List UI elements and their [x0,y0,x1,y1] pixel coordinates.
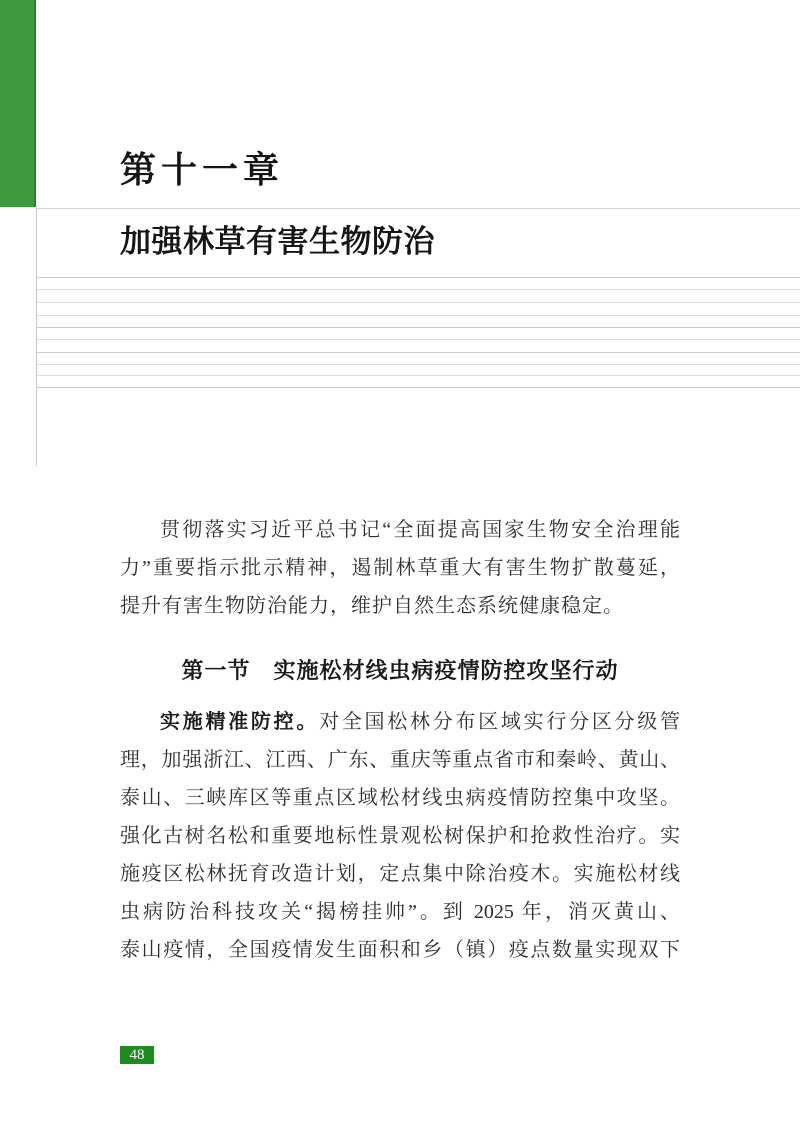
paragraph-lead-bold: 实施精准防控。 [160,711,320,733]
paragraph-line: 力”重要指示批示精神，遏制林草重大有害生物扩散蔓延， [120,557,680,579]
paragraph-line: 虫病防治科技攻关“揭榜挂帅”。到 2025 年，消灭黄山、 [120,901,680,923]
paragraph-line: 泰山疫情，全国疫情发生面积和乡（镇）疫点数量实现双下 [120,939,680,961]
paragraph-line [120,703,680,741]
ruled-line [37,289,800,290]
chapter-accent-bar [0,0,36,207]
paragraph-line: 泰山、三峡库区等重点区域松材线虫病疫情防控集中攻坚。 [120,787,680,809]
header-divider-line [37,208,800,209]
page-number-badge: 48 [120,1046,154,1064]
ruled-line [37,277,800,278]
paragraph-line: 贯彻落实习近平总书记“全面提高国家生物安全治理能 [160,519,680,541]
section-heading: 第一节 实施松材线虫病疫情防控攻坚行动 [181,658,619,683]
ruled-line [37,302,800,303]
ruled-line [37,352,800,353]
body-paragraph-1 [120,511,680,625]
paragraph-line: 施疫区松林抚育改造计划，定点集中除治疫木。实施松材线 [120,863,680,885]
ruled-line [37,387,800,388]
body-paragraph-2 [120,703,680,969]
margin-vertical-rule [36,207,37,466]
paragraph-line: 强化古树名松和重要地标性景观松树保护和抢救性治疗。实 [120,825,680,847]
chapter-title: 加强林草有害生物防治 [120,224,435,259]
ruled-line [37,315,800,316]
paragraph-line-text: 对全国松林分布区域实行分区分级管 [319,711,681,733]
ruled-line [37,364,800,365]
paragraph-line: 提升有害生物防治能力，维护自然生态系统健康稳定。 [120,595,624,617]
ruled-line [37,327,800,328]
chapter-number: 第十一章 [120,150,285,190]
paragraph-line: 理，加强浙江、江西、广东、重庆等重点省市和秦岭、黄山、 [120,749,680,771]
ruled-line [37,339,800,340]
ruled-line [37,375,800,376]
